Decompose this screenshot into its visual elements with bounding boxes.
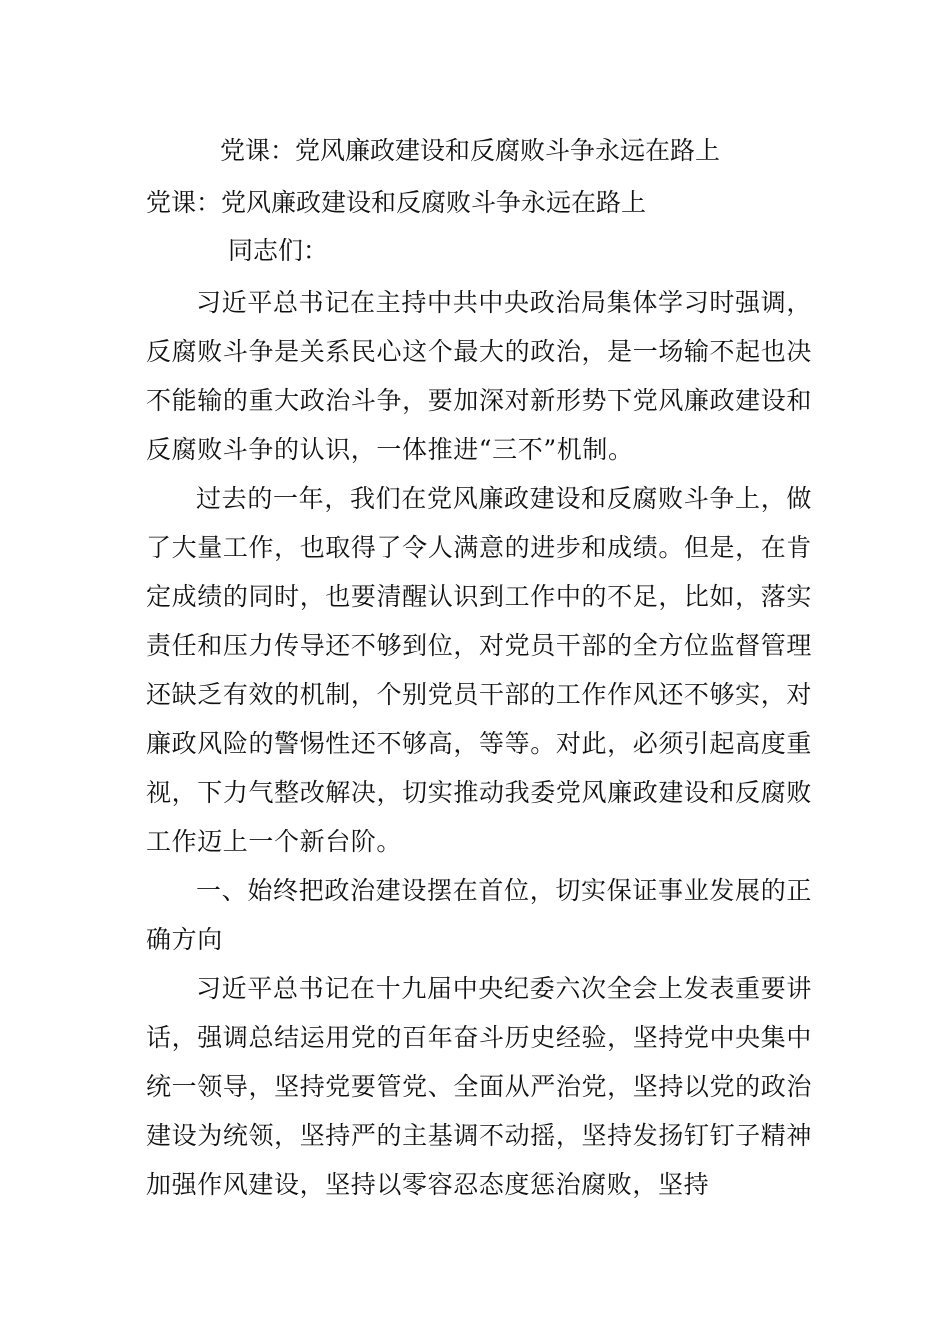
- document-title: 党课：党风廉政建设和反腐败斗争永远在路上: [220, 136, 721, 165]
- paragraph-1: 习近平总书记在主持中共中央政治局集体学习时强调，反腐败斗争是关系民心这个最大的政治，是一场输不起也决不能输的重大政治斗争，要加深对新形势下党风廉政建设和反腐败斗争的认识，一体推进“三不”机制。: [146, 288, 812, 464]
- document-subtitle: 党课：党风廉政建设和反腐败斗争永远在路上: [146, 188, 647, 217]
- paragraph-2: 过去的一年，我们在党风廉政建设和反腐败斗争上，做了大量工作，也取得了令人满意的进步和成绩。但是，在肯定成绩的同时，也要清醒认识到工作中的不足，比如，落实责任和压力传导还不够到位，对党员干部的全方位监督管理还缺乏有效的机制，个别党员干部的工作作风还不够实，对廉政风险的警惕性还不够高，等等。对此，必须引起高度重视，下力气整改解决，切实推动我委党风廉政建设和反腐败工作迈上一个新台阶。: [146, 484, 812, 856]
- section-heading-1: 一、始终把政治建设摆在首位，切实保证事业发展的正确方向: [146, 876, 812, 954]
- document-body: [146, 278, 812, 1209]
- paragraph-3: 习近平总书记在十九届中央纪委六次全会上发表重要讲话，强调总结运用党的百年奋斗历史经验，坚持党中央集中统一领导，坚持党要管党、全面从严治党，坚持以党的政治建设为统领，坚持严的主基调不动摇，坚持发扬钉钉子精神加强作风建设，坚持以零容忍态度惩治腐败，坚持: [146, 974, 812, 1199]
- salutation: 同志们：: [228, 236, 329, 265]
